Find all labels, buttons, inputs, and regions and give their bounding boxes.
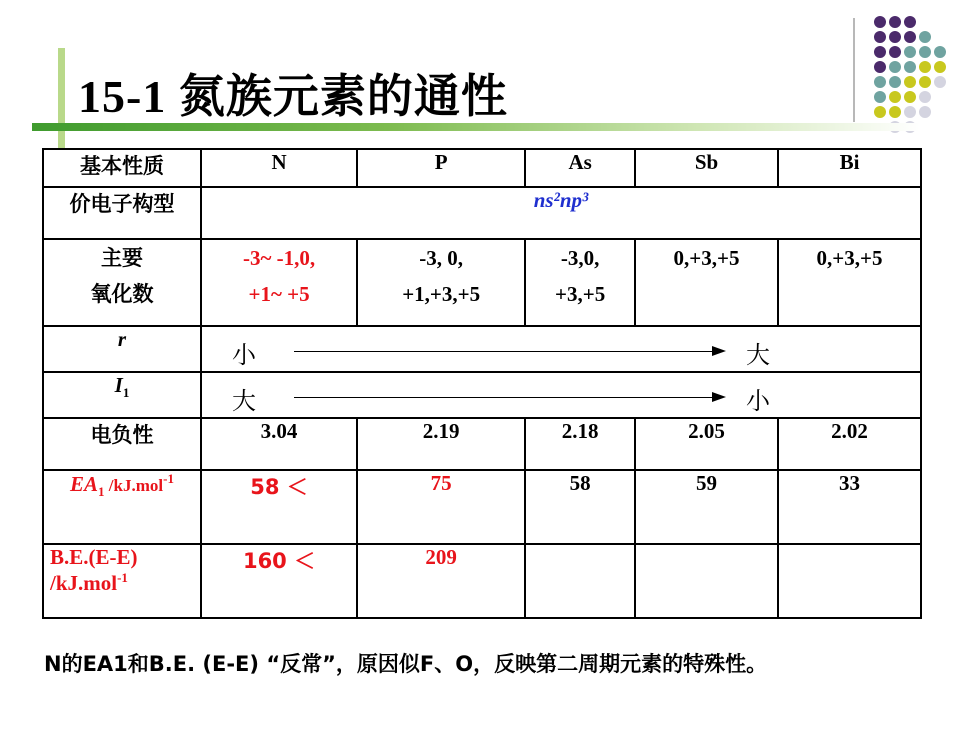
decor-dot (874, 76, 886, 88)
electroneg-sb: 2.05 (635, 418, 778, 470)
decor-dot (874, 91, 886, 103)
row-label-oxidation (43, 239, 201, 326)
ea-sb: 59 (635, 470, 778, 544)
header-cell-property: 基本性质 (43, 149, 201, 187)
electroneg-bi: 2.02 (778, 418, 921, 470)
decor-dot (889, 16, 901, 28)
ea-n: 58 ＜ (201, 470, 357, 544)
oxidation-p (357, 239, 525, 326)
radius-to: 大 (746, 341, 770, 369)
decor-dot (889, 61, 901, 73)
electroneg-as: 2.18 (525, 418, 635, 470)
row-label-bond-energy (43, 544, 201, 618)
be-bi (778, 544, 921, 618)
decor-dot (904, 61, 916, 73)
decor-dot (874, 16, 886, 28)
decor-dot (904, 76, 916, 88)
decor-dot (889, 46, 901, 58)
decor-dot (919, 61, 931, 73)
oxidation-n-line2: +1~ +5 (248, 282, 310, 306)
decor-dot (874, 61, 886, 73)
decor-dot-grid (868, 14, 972, 154)
ea-unit-sup: -1 (163, 471, 174, 486)
decor-title-bar (58, 48, 65, 148)
decor-dot (904, 46, 916, 58)
be-sb (635, 544, 778, 618)
row-label-electron-affinity (43, 470, 201, 544)
decor-dot (919, 91, 931, 103)
oxidation-as (525, 239, 635, 326)
ea-unit: /kJ.mol (104, 476, 164, 495)
table-row-ionization (43, 372, 921, 418)
row-label-oxidation-line2: 氧化数 (90, 282, 154, 306)
header-cell-p: P (357, 149, 525, 187)
decor-dot (904, 91, 916, 103)
decor-dot (919, 46, 931, 58)
radius-symbol: r (117, 327, 127, 351)
decor-dot (874, 46, 886, 58)
right-arrow-icon (712, 346, 726, 356)
decor-dot (919, 106, 931, 118)
oxidation-n-line1: -3~ -1,0, (242, 246, 316, 270)
be-as (525, 544, 635, 618)
ionization-subscript: 1 (122, 385, 130, 401)
decor-dot (934, 61, 946, 73)
decor-dot (889, 106, 901, 118)
decor-dot (904, 16, 916, 28)
table-row-oxidation (43, 239, 921, 326)
right-arrow-icon (712, 392, 726, 402)
radius-from: 小 (232, 341, 256, 369)
table-row-electronegativity (43, 418, 921, 470)
decor-dot (919, 31, 931, 43)
ionization-arrow-line (294, 397, 714, 398)
be-unit: /kJ.mol (50, 571, 118, 595)
ionization-trend (201, 372, 921, 418)
row-label-electronegativity: 电负性 (43, 418, 201, 470)
ea-subscript: 1 (98, 484, 105, 500)
table-row-valence (43, 187, 921, 239)
header-cell-n: N (201, 149, 357, 187)
be-label-line2 (50, 570, 200, 596)
row-label-oxidation-line1: 主要 (101, 246, 143, 270)
table-row-electron-affinity (43, 470, 921, 544)
decor-dot (934, 76, 946, 88)
radius-trend (201, 326, 921, 372)
be-p: 209 (357, 544, 525, 618)
be-n: 160 ＜ (201, 544, 357, 618)
decor-underline-bar (32, 123, 920, 131)
decor-dot (904, 31, 916, 43)
header-cell-as: As (525, 149, 635, 187)
oxidation-bi: 0,+3,+5 (778, 239, 921, 326)
row-label-valence: 价电子构型 (43, 187, 201, 239)
footer-note: N的EA1和B.E. (E-E) “反常”，原因似F、O，反映第二周期元素的特殊性。 (44, 652, 768, 676)
header-cell-bi: Bi (778, 149, 921, 187)
ea-symbol: EA (70, 472, 99, 496)
ea-as: 58 (525, 470, 635, 544)
oxidation-as-line1: -3,0, (560, 246, 600, 270)
ea-p: 75 (357, 470, 525, 544)
ionization-from: 大 (232, 387, 256, 415)
table-header-row (43, 149, 921, 187)
header-cell-sb: Sb (635, 149, 778, 187)
radius-arrow-line (294, 351, 714, 352)
page-title: 15-1 氮族元素的通性 (78, 71, 508, 122)
table-row-radius (43, 326, 921, 372)
row-label-ionization (43, 372, 201, 418)
row-label-radius (43, 326, 201, 372)
electroneg-p: 2.19 (357, 418, 525, 470)
decor-dot (874, 106, 886, 118)
ea-bi: 33 (778, 470, 921, 544)
decor-dot (889, 91, 901, 103)
valence-value: ns²np³ (201, 187, 921, 239)
be-label-line1: B.E.(E-E) (50, 545, 138, 569)
oxidation-as-line2: +3,+5 (555, 282, 606, 306)
decor-dot (919, 76, 931, 88)
decor-dot (889, 31, 901, 43)
oxidation-sb: 0,+3,+5 (635, 239, 778, 326)
ionization-to: 小 (746, 387, 770, 415)
decor-vertical-line (853, 18, 855, 122)
decor-dot (934, 46, 946, 58)
table-row-bond-energy (43, 544, 921, 618)
ionization-symbol: I (114, 373, 123, 397)
decor-dot (874, 31, 886, 43)
be-unit-sup: -1 (117, 570, 128, 585)
oxidation-p-line1: -3, 0, (419, 246, 464, 270)
electroneg-n: 3.04 (201, 418, 357, 470)
decor-dot (904, 106, 916, 118)
decor-dot (889, 76, 901, 88)
oxidation-p-line2: +1,+3,+5 (402, 282, 481, 306)
properties-table (42, 148, 922, 619)
oxidation-n (201, 239, 357, 326)
